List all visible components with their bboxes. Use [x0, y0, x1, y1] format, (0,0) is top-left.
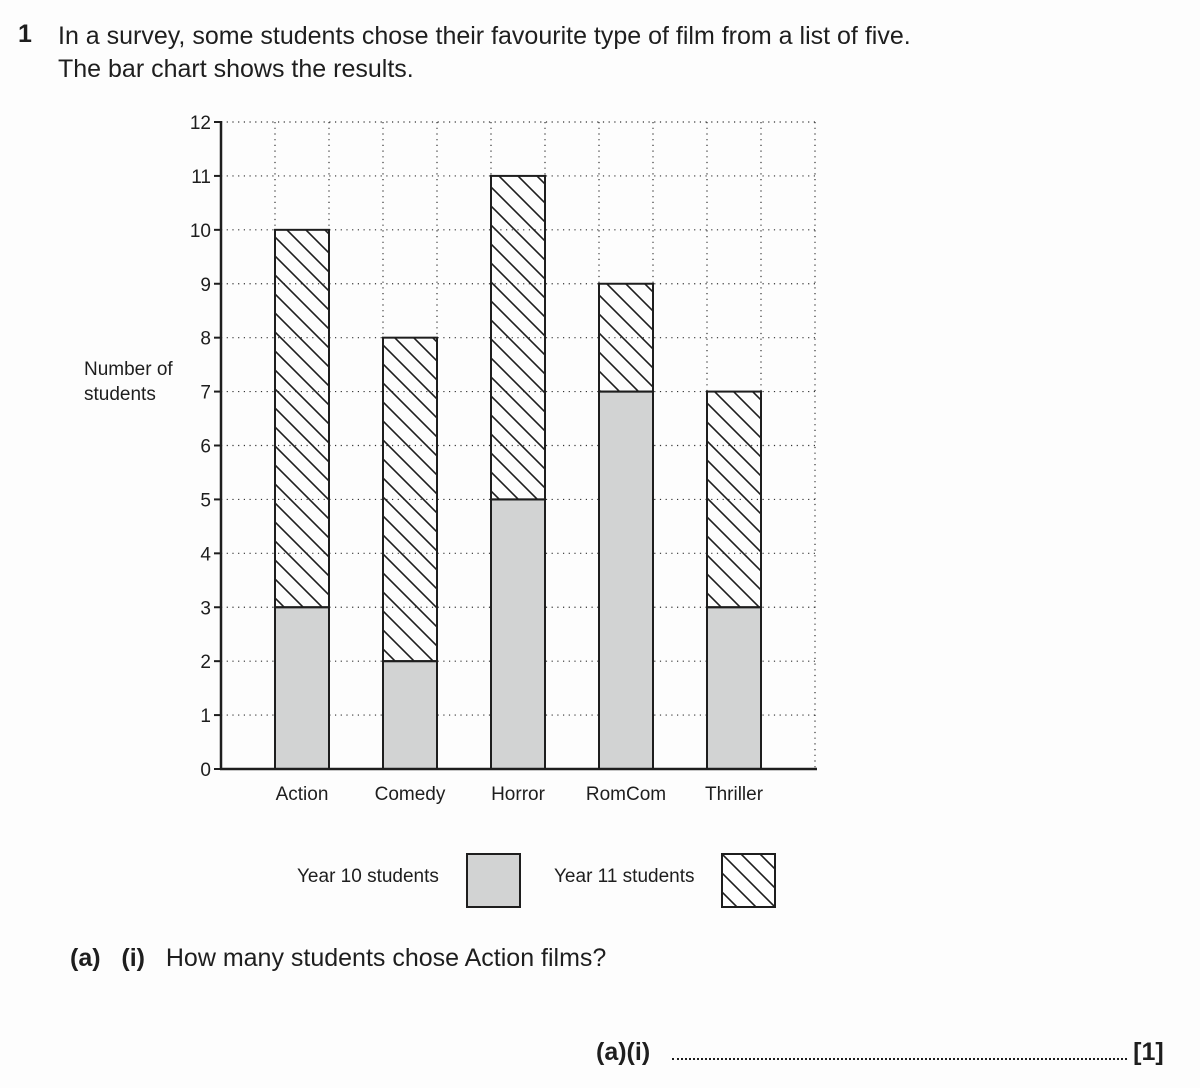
bar-romcom-year11 [599, 284, 653, 392]
y-tick-label: 10 [189, 220, 211, 242]
y-tick-label: 8 [200, 328, 211, 350]
y-tick-label: 2 [200, 652, 211, 674]
y-tick-label: 9 [200, 274, 211, 296]
part-a-question: (a) (i) How many students chose Action films? [70, 944, 607, 972]
bar-comedy-year10 [383, 661, 437, 769]
y-tick-label: 6 [200, 436, 211, 458]
answer-label: (a)(i) [596, 1038, 651, 1066]
bar-horror-year11 [491, 176, 545, 500]
bar-romcom-year10 [599, 392, 653, 769]
question-line-1: In a survey, some students chose their favourite type of film from a list of five. [58, 22, 911, 50]
answer-line [596, 1036, 1164, 1067]
y-tick-label: 11 [191, 166, 211, 188]
bar-horror-year10 [491, 499, 545, 769]
chart-bars [275, 176, 761, 769]
y-tick-label: 12 [189, 113, 211, 134]
answer-input[interactable] [672, 1036, 1127, 1060]
bar-thriller-year11 [707, 392, 761, 608]
x-tick-label-horror: Horror [491, 784, 545, 805]
marks-label: [1] [1133, 1038, 1164, 1066]
legend-swatch-year10 [466, 853, 521, 908]
x-tick-label-romcom: RomCom [585, 784, 667, 805]
y-tick-label: 0 [200, 760, 211, 781]
x-tick-label-action: Action [275, 784, 329, 805]
bar-comedy-year11 [383, 338, 437, 661]
y-axis-label: Number of students [84, 359, 173, 405]
bar-action-year10 [275, 607, 329, 769]
question-number: 1 [18, 20, 32, 48]
y-tick-label: 7 [200, 382, 211, 404]
bar-thriller-year10 [707, 607, 761, 769]
x-tick-label-comedy: Comedy [374, 784, 446, 805]
y-tick-label: 5 [200, 490, 211, 512]
y-tick-label: 1 [200, 706, 211, 728]
y-tick-label: 4 [200, 544, 211, 566]
y-tick-label: 3 [200, 598, 211, 620]
hatch-pattern-icon [723, 855, 774, 906]
legend-label-year11: Year 11 students [554, 866, 695, 887]
x-tick-label-thriller: Thriller [704, 784, 764, 805]
legend-swatch-year11 [721, 853, 776, 908]
bar-action-year11 [275, 230, 329, 607]
legend-label-year10: Year 10 students [297, 866, 439, 887]
question-line-2: The bar chart shows the results. [58, 55, 414, 83]
